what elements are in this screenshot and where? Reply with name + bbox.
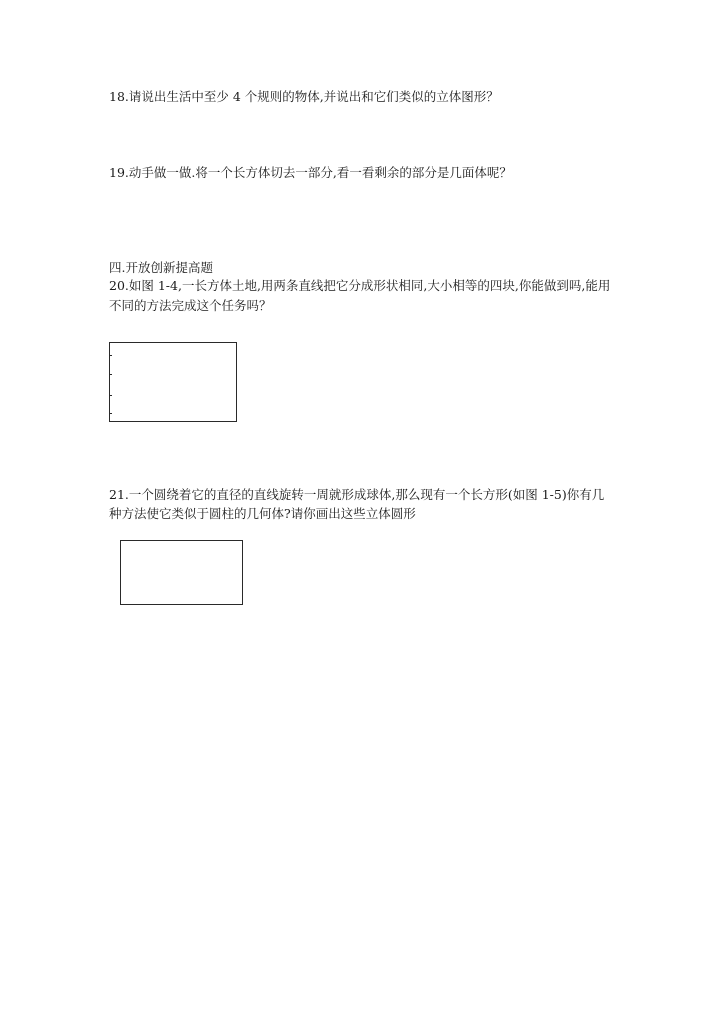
figure-1-5-rectangle: [120, 540, 243, 605]
question-19: 19.动手做一做.将一个长方体切去一部分,看一看剩余的部分是几面体呢？: [109, 165, 512, 180]
question-21-line-2: 种方法使它类似于圆柱的几何体?请你画出这些立体圆形: [109, 506, 416, 521]
edge-tick: [109, 413, 112, 414]
edge-tick: [109, 355, 112, 356]
section-heading-4: 四.开放创新提高题: [109, 260, 213, 275]
figure-1-4-rectangle: [109, 342, 237, 422]
question-20-line-2: 不同的方法完成这个任务吗？: [109, 298, 272, 313]
question-18: 18.请说出生活中至少 4 个规则的物体,并说出和它们类似的立体图形？: [109, 89, 499, 104]
question-20-line-1: 20.如图 1-4,一长方体土地,用两条直线把它分成形状相同,大小相等的四块,你能做到吗,能用: [109, 278, 611, 293]
question-21-line-1: 21.一个圆绕着它的直径的直线旋转一周就形成球体,那么现有一个长方形(如图 1-5)你有几: [109, 487, 605, 502]
edge-tick: [109, 395, 112, 396]
edge-tick: [109, 374, 112, 375]
